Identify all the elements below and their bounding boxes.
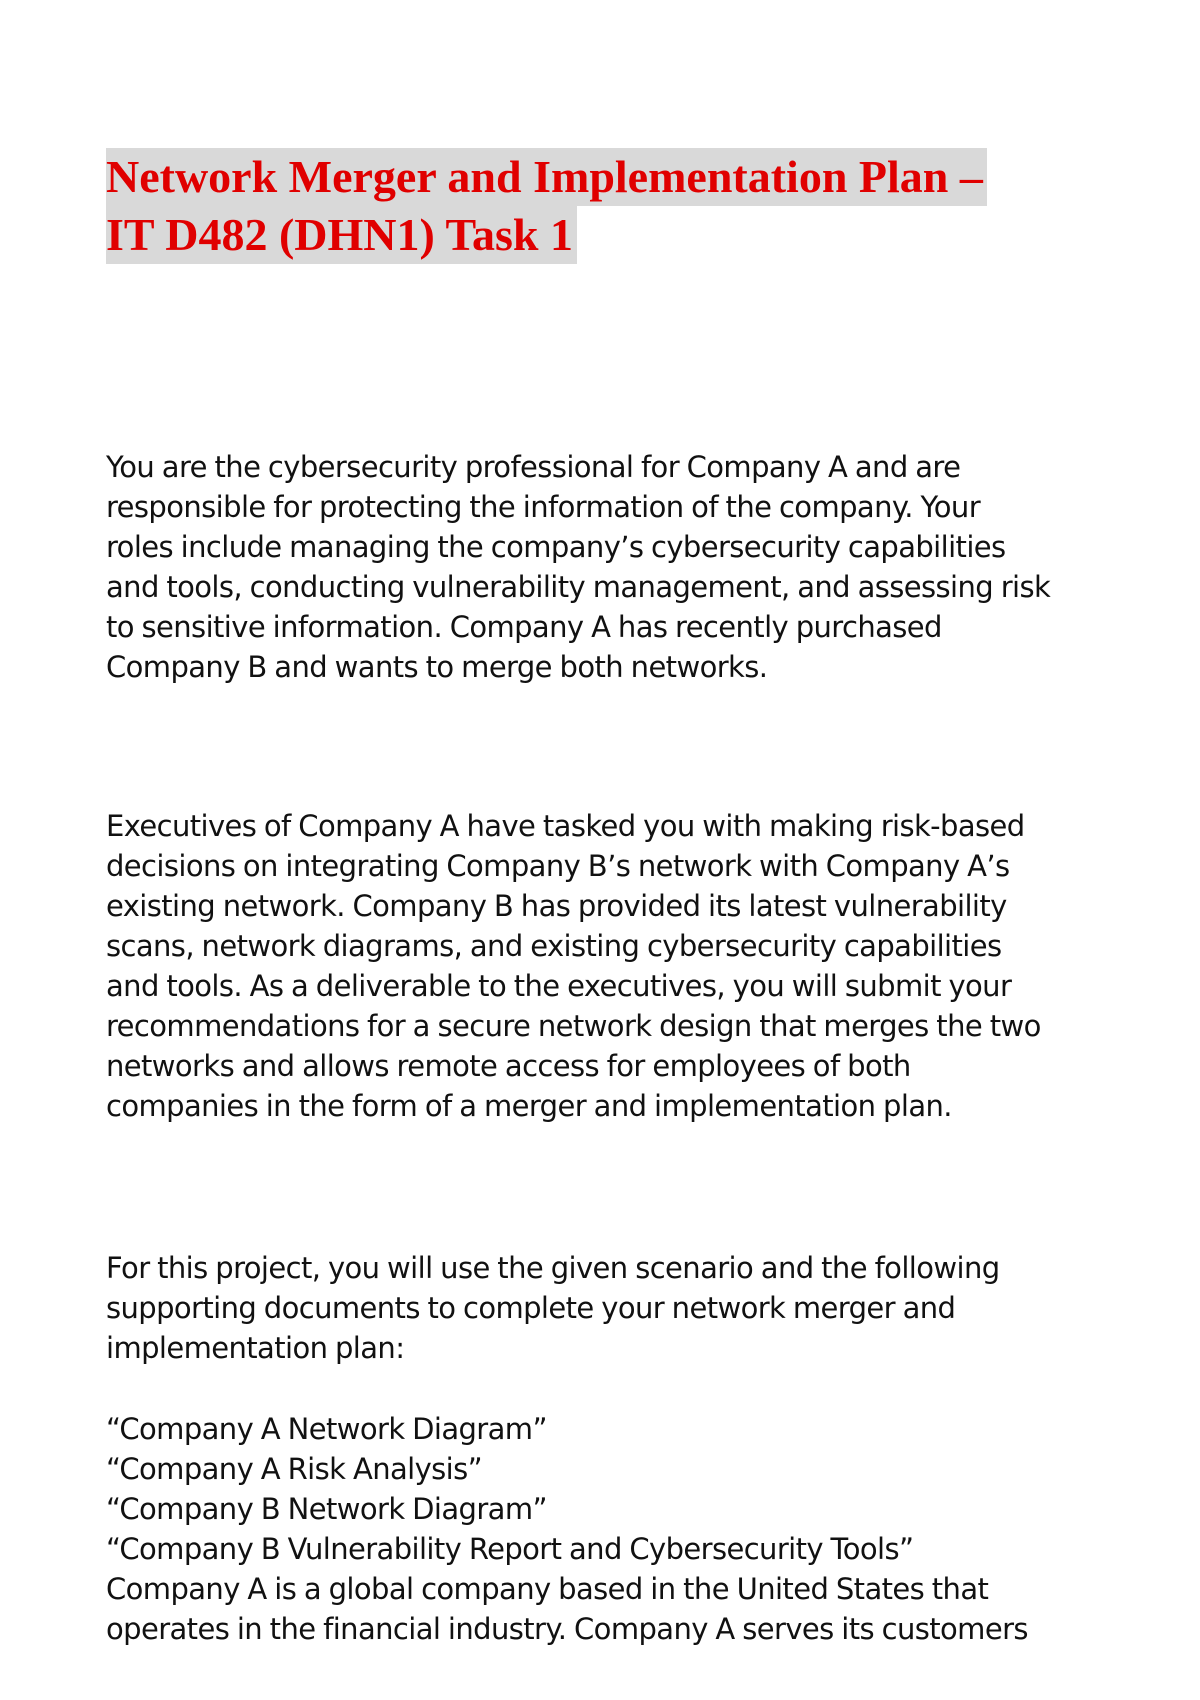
text-line: existing network. Company B has provided its latest vulnerability — [106, 889, 1007, 923]
project-paragraph — [106, 1248, 1106, 1368]
text-line: Company A is a global company based in the United States that — [106, 1572, 989, 1606]
text-line: companies in the form of a merger and implementation plan. — [106, 1089, 952, 1123]
text-line: networks and allows remote access for employees of both — [106, 1049, 911, 1083]
supporting-documents-list — [106, 1409, 1106, 1649]
text-line: scans, network diagrams, and existing cybersecurity capabilities — [106, 929, 1002, 963]
text-line: to sensitive information. Company A has recently purchased — [106, 610, 942, 644]
list-item: “Company B Vulnerability Report and Cybersecurity Tools” — [106, 1532, 914, 1566]
executives-paragraph — [106, 806, 1106, 1126]
text-line: You are the cybersecurity professional for Company A and are — [106, 450, 961, 484]
list-item: “Company B Network Diagram” — [106, 1492, 547, 1526]
text-line: and tools, conducting vulnerability management, and assessing risk — [106, 570, 1051, 604]
text-line: implementation plan: — [106, 1331, 405, 1365]
text-line: and tools. As a deliverable to the executives, you will submit your — [106, 969, 1012, 1003]
list-item: “Company A Network Diagram” — [106, 1412, 547, 1446]
list-item: “Company A Risk Analysis” — [106, 1452, 483, 1486]
title-line-2: IT D482 (DHN1) Task 1 — [106, 206, 577, 264]
intro-paragraph — [106, 447, 1106, 687]
document-title — [106, 148, 1106, 264]
text-line: Company B and wants to merge both networks. — [106, 650, 768, 684]
text-line: supporting documents to complete your network merger and — [106, 1291, 956, 1325]
text-line: For this project, you will use the given scenario and the following — [106, 1251, 1000, 1285]
text-line: responsible for protecting the information of the company. Your — [106, 490, 981, 524]
text-line: roles include managing the company’s cybersecurity capabilities — [106, 530, 1006, 564]
title-line-1: Network Merger and Implementation Plan – — [106, 148, 987, 206]
text-line: Executives of Company A have tasked you with making risk-based — [106, 809, 1025, 843]
text-line: recommendations for a secure network design that merges the two — [106, 1009, 1041, 1043]
text-line: decisions on integrating Company B’s network with Company A’s — [106, 849, 1010, 883]
text-line: operates in the financial industry. Company A serves its customers — [106, 1612, 1028, 1646]
